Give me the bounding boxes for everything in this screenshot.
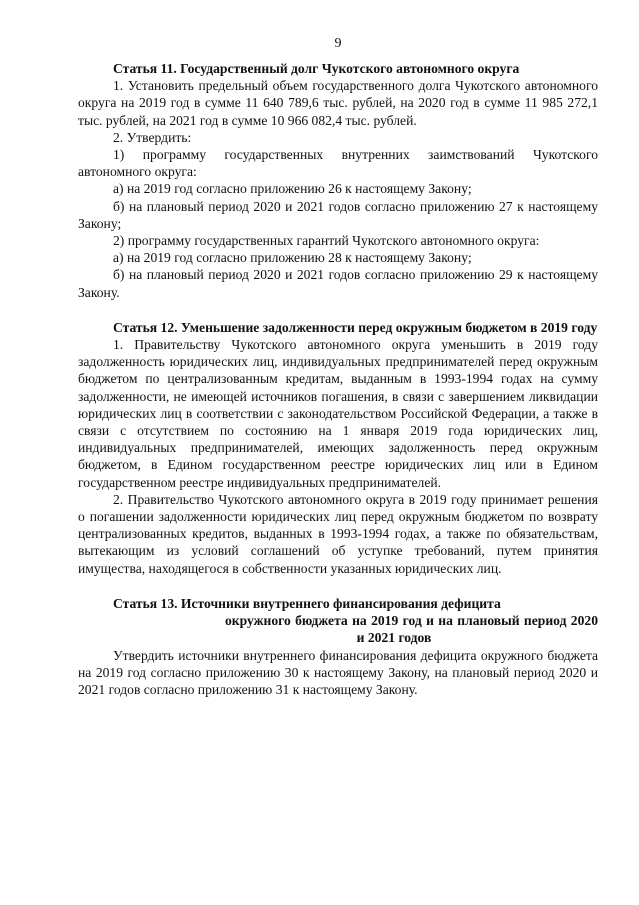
article-12 [78,319,598,577]
article-13-heading [78,595,598,647]
article-11-paragraph-2: 2. Утвердить: [113,129,192,145]
article-11-heading: Статья 11. Государственный долг Чукотского автономного округа [113,61,520,76]
document-page [78,36,598,698]
article-11-paragraph-4: а) на 2019 год согласно приложению 26 к настоящему Закону; [113,181,472,197]
article-11-paragraph-6: 2) программу государственных гарантий Чукотского автономного округа: [113,233,540,249]
article-11-paragraph-7: а) на 2019 год согласно приложению 28 к настоящему Закону; [113,250,472,266]
article-13 [78,595,598,698]
article-11-paragraph-3: 1) программу государственных внутренних заимствований Чукотского автономного округа: [78,147,598,180]
page-number: 9 [334,36,342,51]
article-13-heading-continuation: окружного бюджета на 2019 год и на плановый период 2020 и 2021 годов [225,613,598,646]
article-12-paragraph-2: 2. Правительство Чукотского автономного округа в 2019 году принимает решения о погашении задолженности юридических лиц перед окружным бюджетом по возврату централизованных кредитов, выданных в 1993-1994 годах, а также по обязательствам, вытекающим из условий соглашений об уступке требований, путем принятия имущества, находящегося в собственности указанных юридических лиц. [78,491,598,576]
article-13-heading-first-line: Статья 13. Источники внутреннего финансирования дефицита [113,595,501,611]
article-13-paragraph-1: Утвердить источники внутреннего финансирования дефицита окружного бюджета на 2019 год согласно приложению 30 к настоящему Закону, на плановый период 2020 и 2021 годов согласно приложению 31 к настоящему Закону. [78,647,598,697]
article-12-heading: Статья 12. Уменьшение задолженности перед окружным бюджетом в 2019 году [113,319,598,335]
article-11-paragraph-8: б) на плановый период 2020 и 2021 годов согласно приложению 29 к настоящему Закону. [78,267,598,300]
article-12-paragraph-1: 1. Правительству Чукотского автономного округа уменьшить в 2019 году задолженность юридических лиц, индивидуальных предпринимателей перед окружным бюджетом по централизованным кредитам, выданным в 1993-1994 годах на сумму задолженности, не имеющей источников погашения, в связи с завершением ликвидации юридических лиц в соответствии с законодательством Российской Федерации, а также в связи с отсутствием по состоянию на 1 января 2019 года юридических лиц, индивидуальных предпринимателей, имеющих задолженность перед окружным бюджетом, в Едином государственном реестре юридических лиц или в Едином государственном реестре индивидуальных предпринимателей. [78,337,598,490]
article-11-paragraph-5: б) на плановый период 2020 и 2021 годов согласно приложению 27 к настоящему Закону; [78,198,598,231]
article-11-paragraph-1: 1. Установить предельный объем государственного долга Чукотского автономного округа на 2019 год в сумме 11 640 789,6 тыс. рублей, на 2020 год в сумме 11 985 272,1 тыс. рублей, на 2021 год в сумме 10 966 082,4 тыс. рублей. [78,78,598,128]
article-11 [78,60,598,301]
